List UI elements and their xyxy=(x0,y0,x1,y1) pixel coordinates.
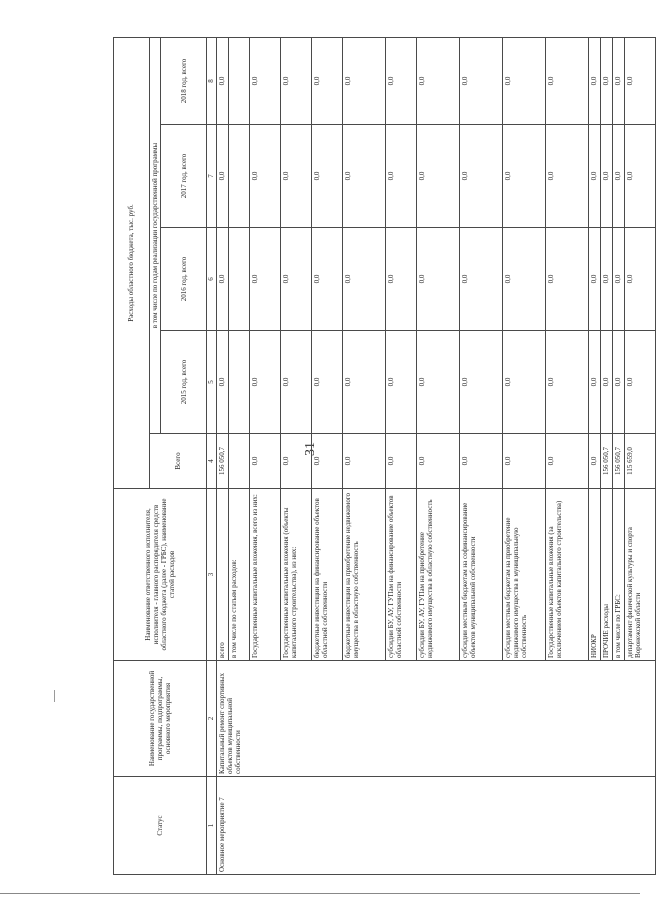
row-total: 0,0 xyxy=(503,434,546,489)
row-2018: 0,0 xyxy=(281,37,312,124)
row-2016: 0,0 xyxy=(625,228,656,331)
row-2015: 0,0 xyxy=(312,331,343,434)
row-2017: 0,0 xyxy=(503,125,546,228)
row-2018: 0,0 xyxy=(613,37,625,124)
row-2016: 0,0 xyxy=(312,228,343,331)
row-label: субсидии местным бюджетам на софинансирование объектов муниципальной собственности xyxy=(460,489,503,661)
row-2017: 0,0 xyxy=(625,125,656,228)
header-total: Всего xyxy=(150,434,207,489)
row-label: НИОКР xyxy=(589,489,601,661)
row-2017: 0,0 xyxy=(281,125,312,228)
row-label: Государственные капитальные вложения (объекты капитального строительства), из них: xyxy=(281,489,312,661)
row-2017: 0,0 xyxy=(250,125,281,228)
row-2015: 0,0 xyxy=(217,331,229,434)
row-label: в том числе по статьям расходов: xyxy=(229,489,250,661)
row-2016: 0,0 xyxy=(417,228,460,331)
row-2017: 0,0 xyxy=(217,125,229,228)
row-total: 0,0 xyxy=(250,434,281,489)
scan-mark xyxy=(54,690,55,702)
row-2016: 0,0 xyxy=(386,228,417,331)
row-2018: 0,0 xyxy=(312,37,343,124)
header-program-name: Наименование государственной программы, подпрограммы, основного мероприятия xyxy=(114,661,207,777)
row-2018: 0,0 xyxy=(589,37,601,124)
row-2015: 0,0 xyxy=(589,331,601,434)
row-total: 156 050,7 xyxy=(601,434,613,489)
row-2017: 0,0 xyxy=(601,125,613,228)
row-2015: 0,0 xyxy=(250,331,281,434)
row-2015: 0,0 xyxy=(343,331,386,434)
header-year-2017: 2017 год, всего xyxy=(161,125,207,228)
row-2018: 0,0 xyxy=(460,37,503,124)
row-2018: 0,0 xyxy=(386,37,417,124)
row-2017: 0,0 xyxy=(343,125,386,228)
status-cell: Основное мероприятие 7 xyxy=(217,777,656,875)
row-2018: 0,0 xyxy=(503,37,546,124)
row-2016: 0,0 xyxy=(343,228,386,331)
column-number: 8 xyxy=(207,37,217,124)
row-2017: 0,0 xyxy=(613,125,625,228)
header-expenses-title: Расходы областного бюджета, тыс. руб. xyxy=(114,37,150,488)
row-2017 xyxy=(229,125,250,228)
row-2016: 0,0 xyxy=(546,228,589,331)
row-2018: 0,0 xyxy=(546,37,589,124)
row-2016: 0,0 xyxy=(589,228,601,331)
row-label: Государственные капитальные вложения (за исключением объектов капитального строительства) xyxy=(546,489,589,661)
row-total: 0,0 xyxy=(417,434,460,489)
row-2016 xyxy=(229,228,250,331)
row-2017: 0,0 xyxy=(386,125,417,228)
row-2018 xyxy=(229,37,250,124)
row-2016: 0,0 xyxy=(217,228,229,331)
row-total: 0,0 xyxy=(281,434,312,489)
row-2016: 0,0 xyxy=(460,228,503,331)
row-2017: 0,0 xyxy=(312,125,343,228)
program-name-cell: Капитальный ремонт спортивных объектов муниципальной собственности xyxy=(217,661,656,777)
row-2015: 0,0 xyxy=(460,331,503,434)
row-label: бюджетные инвестиции на приобретение недвижимого имущества в областную собственность xyxy=(343,489,386,661)
row-2015: 0,0 xyxy=(625,331,656,434)
header-by-years: в том числе по годам реализации государственной программы xyxy=(150,37,161,433)
budget-table xyxy=(113,37,656,875)
row-2015: 0,0 xyxy=(281,331,312,434)
header-status: Статус xyxy=(114,777,207,875)
row-2017: 0,0 xyxy=(460,125,503,228)
row-2016: 0,0 xyxy=(250,228,281,331)
rotated-table-area xyxy=(113,38,643,875)
row-total: 156 050,7 xyxy=(217,434,229,489)
row-total: 115 659,0 xyxy=(625,434,656,489)
row-2017: 0,0 xyxy=(417,125,460,228)
row-2016: 0,0 xyxy=(601,228,613,331)
row-2015: 0,0 xyxy=(417,331,460,434)
row-2018: 0,0 xyxy=(250,37,281,124)
row-2015: 0,0 xyxy=(613,331,625,434)
rotated-table-frame xyxy=(113,38,643,875)
row-label: всего xyxy=(217,489,229,661)
row-label: Государственные капитальные вложения, всего из них: xyxy=(250,489,281,661)
row-2018: 0,0 xyxy=(417,37,460,124)
row-label: субсидии БУ, АУ, ГУПам на финансирование объектов областной собственности xyxy=(386,489,417,661)
table-row xyxy=(217,37,229,874)
row-2015: 0,0 xyxy=(503,331,546,434)
header-executor: Наименование ответственного исполнителя, исполнителя - главного распорядителя средств областного бюджета (далее - ГРБС), наименование статей расходов xyxy=(114,489,207,661)
column-number: 2 xyxy=(207,661,217,777)
column-number: 7 xyxy=(207,125,217,228)
row-2018: 0,0 xyxy=(343,37,386,124)
row-label: департамент физической культуры и спорта Воронежской области xyxy=(625,489,656,661)
page-bottom-rule xyxy=(0,893,640,894)
column-number: 4 xyxy=(207,434,217,489)
row-total: 0,0 xyxy=(343,434,386,489)
row-label: в том числе по ГРБС: xyxy=(613,489,625,661)
row-2018: 0,0 xyxy=(601,37,613,124)
column-number-row xyxy=(207,37,217,874)
row-total xyxy=(229,434,250,489)
row-2016: 0,0 xyxy=(503,228,546,331)
column-number: 1 xyxy=(207,777,217,875)
row-total: 0,0 xyxy=(589,434,601,489)
column-number: 3 xyxy=(207,489,217,661)
row-label: ПРОЧИЕ расходы xyxy=(601,489,613,661)
row-2016: 0,0 xyxy=(613,228,625,331)
row-total: 156 050,7 xyxy=(613,434,625,489)
row-2017: 0,0 xyxy=(589,125,601,228)
row-total: 0,0 xyxy=(312,434,343,489)
row-2017: 0,0 xyxy=(546,125,589,228)
row-2015: 0,0 xyxy=(546,331,589,434)
row-2016: 0,0 xyxy=(281,228,312,331)
row-2015: 0,0 xyxy=(601,331,613,434)
row-total: 0,0 xyxy=(546,434,589,489)
header-year-2016: 2016 год, всего xyxy=(161,228,207,331)
column-number: 5 xyxy=(207,331,217,434)
column-number: 6 xyxy=(207,228,217,331)
row-total: 0,0 xyxy=(460,434,503,489)
header-year-2015: 2015 год, всего xyxy=(161,331,207,434)
row-label: бюджетные инвестиции на финансирование объектов областной собственности xyxy=(312,489,343,661)
row-2018: 0,0 xyxy=(625,37,656,124)
page-number: 31 xyxy=(303,442,318,456)
row-label: субсидии местным бюджетам на приобретение недвижимого имущества в муниципальную собственность xyxy=(503,489,546,661)
header-year-2018: 2018 год, всего xyxy=(161,37,207,124)
row-2018: 0,0 xyxy=(217,37,229,124)
row-total: 0,0 xyxy=(386,434,417,489)
row-2015 xyxy=(229,331,250,434)
row-2015: 0,0 xyxy=(386,331,417,434)
row-label: субсидии БУ, АУ, ГУПам на приобретение недвижимого имущества в областную собственность xyxy=(417,489,460,661)
